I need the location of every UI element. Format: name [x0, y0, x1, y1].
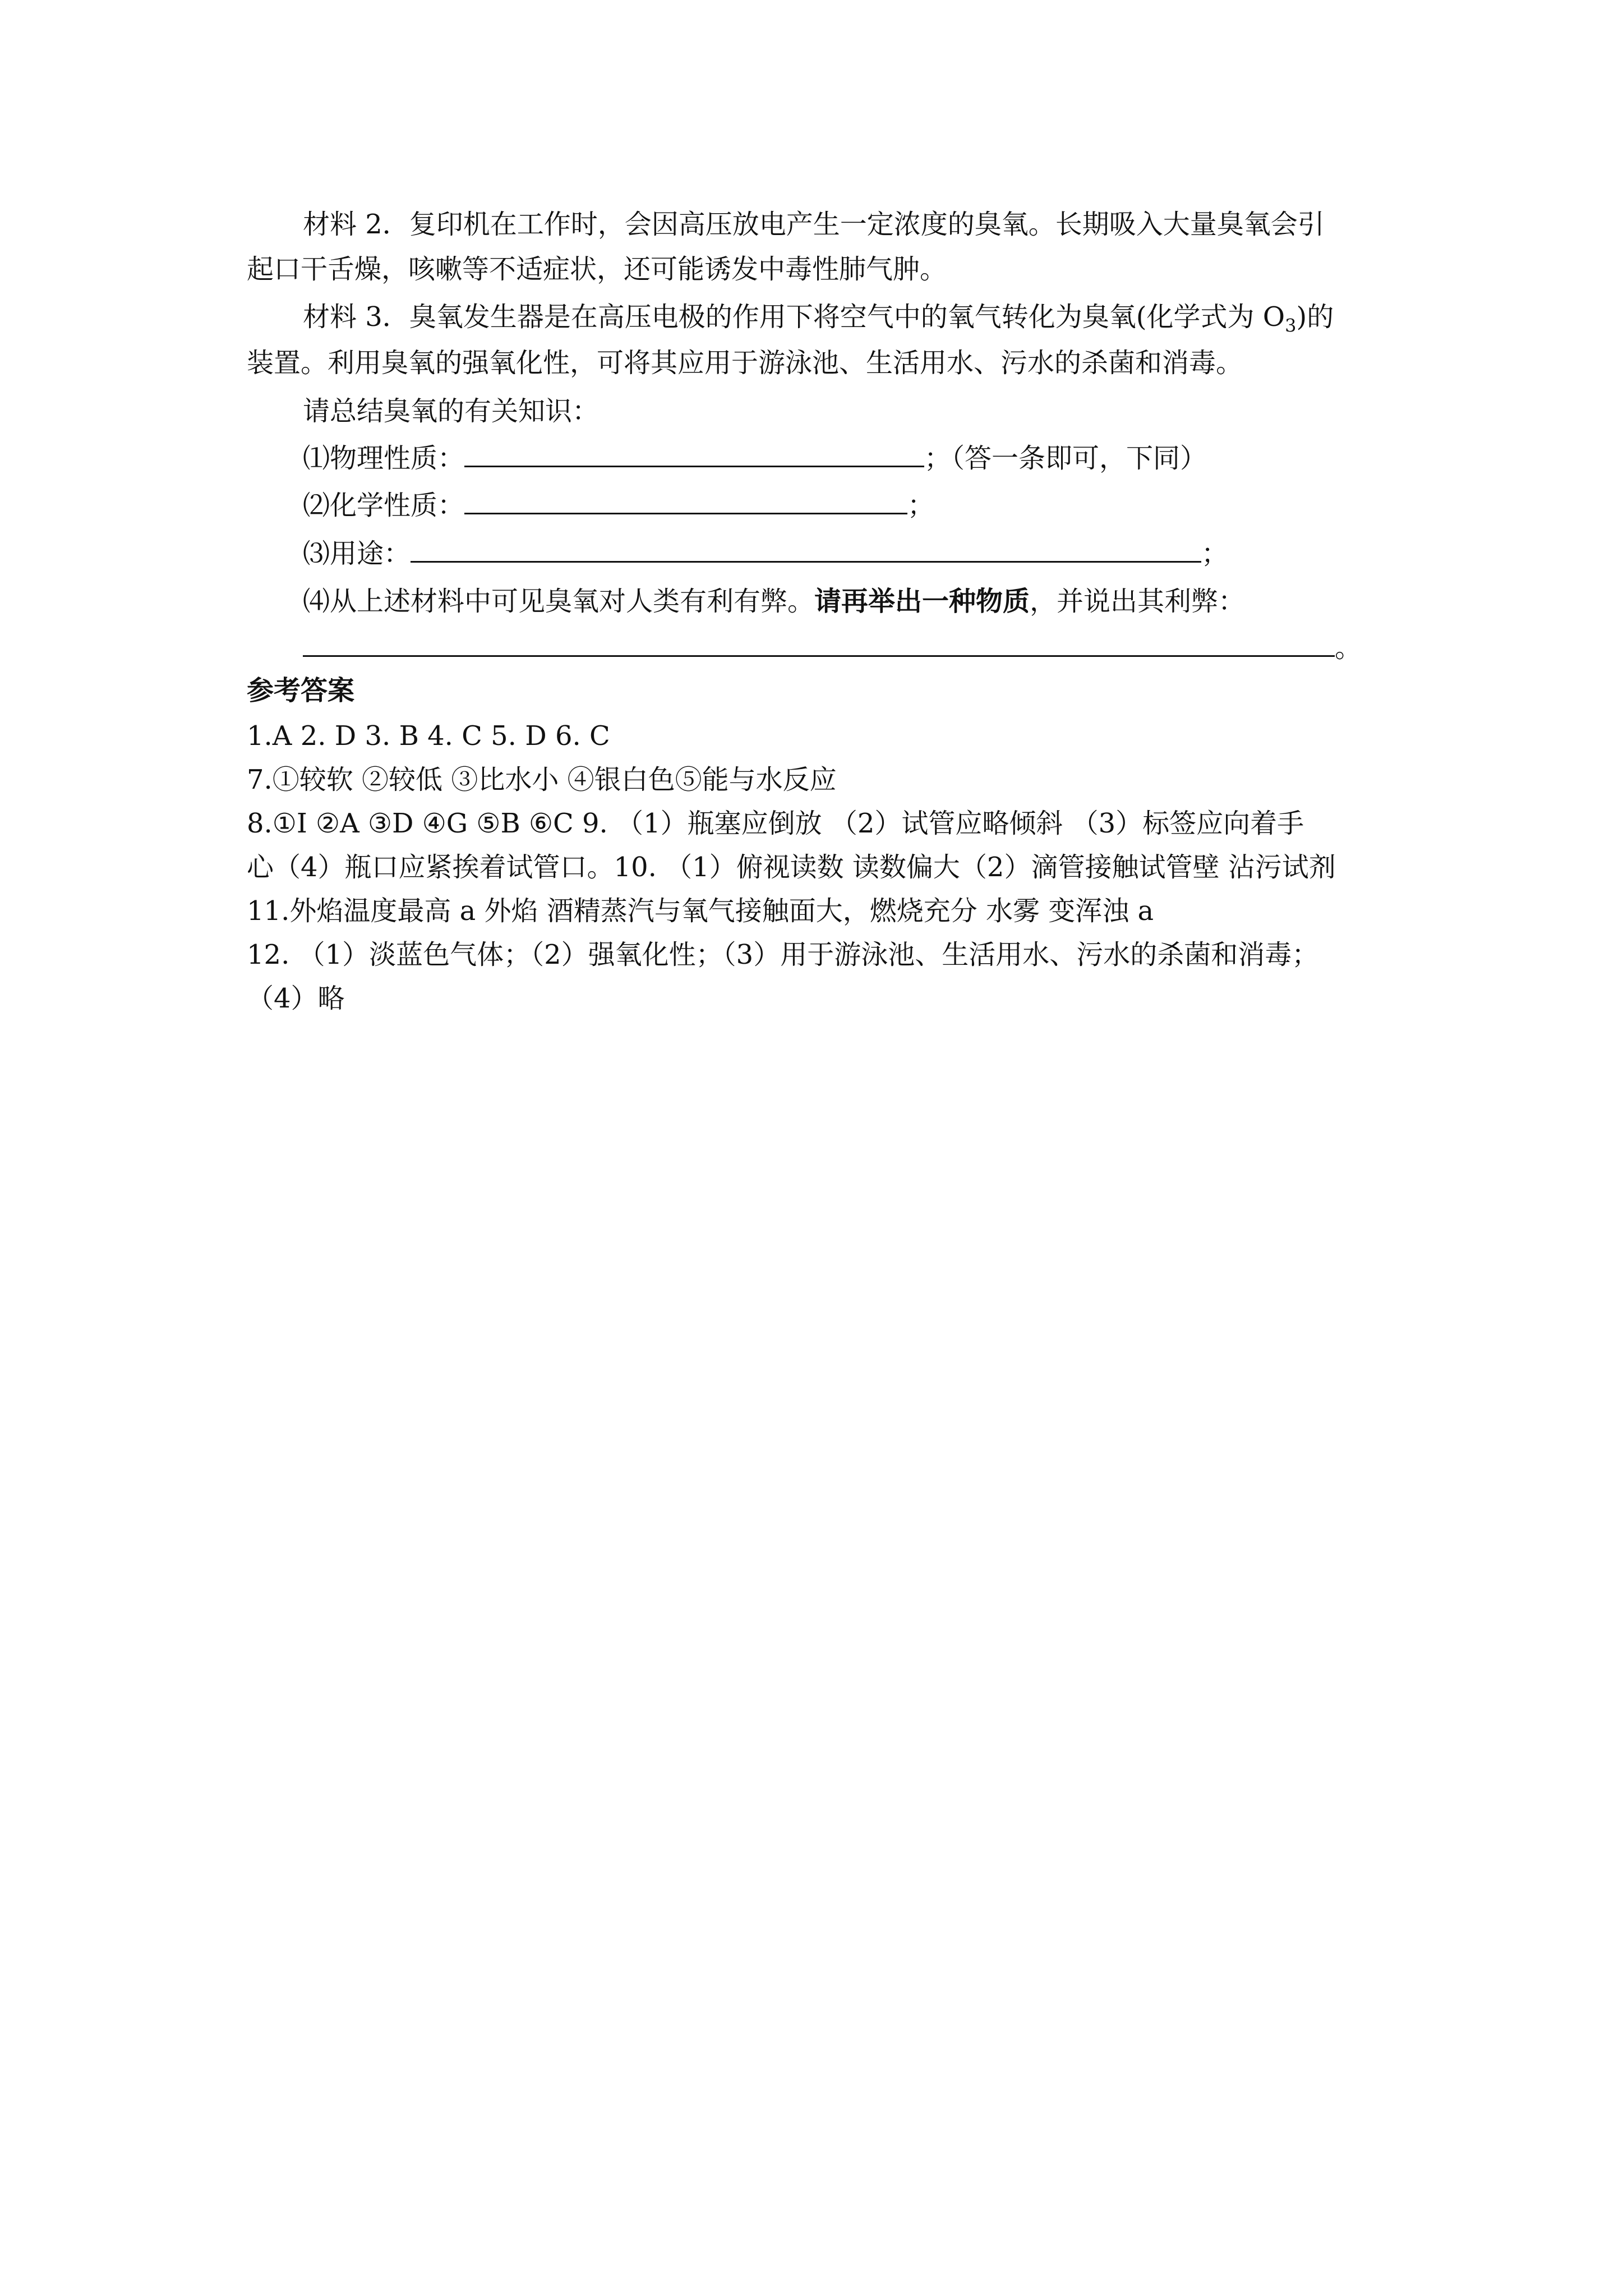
answer-line-4: 心（4）瓶口应紧挨着试管口。10. （1）俯视读数 读数偏大（2）滴管接触试管壁 沾污试剂 [247, 852, 1336, 883]
question-3 [303, 534, 1228, 573]
q3-suffix: ； [1201, 538, 1229, 569]
answer-line-1: 1.A 2. D 3. B 4. C 5. D 6. C [247, 720, 610, 752]
material3-line1-end: )的 [1296, 301, 1334, 333]
material3-line1-text: 材料 3．臭氧发生器是在高压电极的作用下将空气中的氧气转化为臭氧(化学式为 O [303, 301, 1285, 333]
answer-line-5: 11.外焰温度最高 a 外焰 酒精蒸汽与氧气接触面大，燃烧充分 水雾 变浑浊 a [247, 895, 1154, 927]
answers-heading: 参考答案 [247, 675, 355, 706]
q1-suffix: ；（答一条即可，下同） [924, 443, 1207, 474]
material2-line1: 材料 2．复印机在工作时，会因高压放电产生一定浓度的臭氧。长期吸入大量臭氧会引 [303, 209, 1325, 240]
q4-text-end: ，并说出其利弊： [1030, 586, 1246, 617]
answer-line-2: 7.①较软 ②较低 ③比水小 ④银白色⑤能与水反应 [247, 764, 837, 795]
q2-answer-blank[interactable] [464, 486, 907, 514]
question-1 [303, 439, 1207, 478]
material3-line1 [303, 297, 1334, 337]
q1-label: ⑴物理性质： [303, 443, 465, 474]
q4-end: 。 [1335, 632, 1362, 664]
q2-label: ⑵化学性质： [303, 490, 465, 521]
q3-label: ⑶用途： [303, 538, 411, 569]
o3-subscript: 3 [1285, 315, 1297, 337]
question-4-answer-line [303, 628, 1362, 668]
question-4 [303, 582, 1245, 621]
q4-bold-text: 请再举出一种物质 [814, 586, 1030, 617]
answer-line-7: （4）略 [247, 983, 345, 1014]
material2-line2: 起口干舌燥，咳嗽等不适症状，还可能诱发中毒性肺气肿。 [247, 254, 947, 285]
q4-text: ⑷从上述材料中可见臭氧对人类有利有弊。 [303, 586, 815, 617]
material3-line2: 装置。利用臭氧的强氧化性，可将其应用于游泳池、生活用水、污水的杀菌和消毒。 [247, 347, 1243, 379]
answer-line-3: 8.①I ②A ③D ④G ⑤B ⑥C 9. （1）瓶塞应倒放 （2）试管应略倾斜 （3）标签应向着手 [247, 808, 1304, 839]
q3-answer-blank[interactable] [411, 534, 1201, 563]
summary-prompt: 请总结臭氧的有关知识： [303, 395, 600, 427]
q4-answer-blank[interactable] [303, 628, 1335, 657]
q2-suffix: ； [907, 490, 935, 521]
question-2 [303, 486, 934, 525]
answer-line-6: 12. （1）淡蓝色气体；（2）强氧化性；（3）用于游泳池、生活用水、污水的杀菌和消毒； [247, 939, 1319, 970]
q1-answer-blank[interactable] [464, 439, 924, 467]
